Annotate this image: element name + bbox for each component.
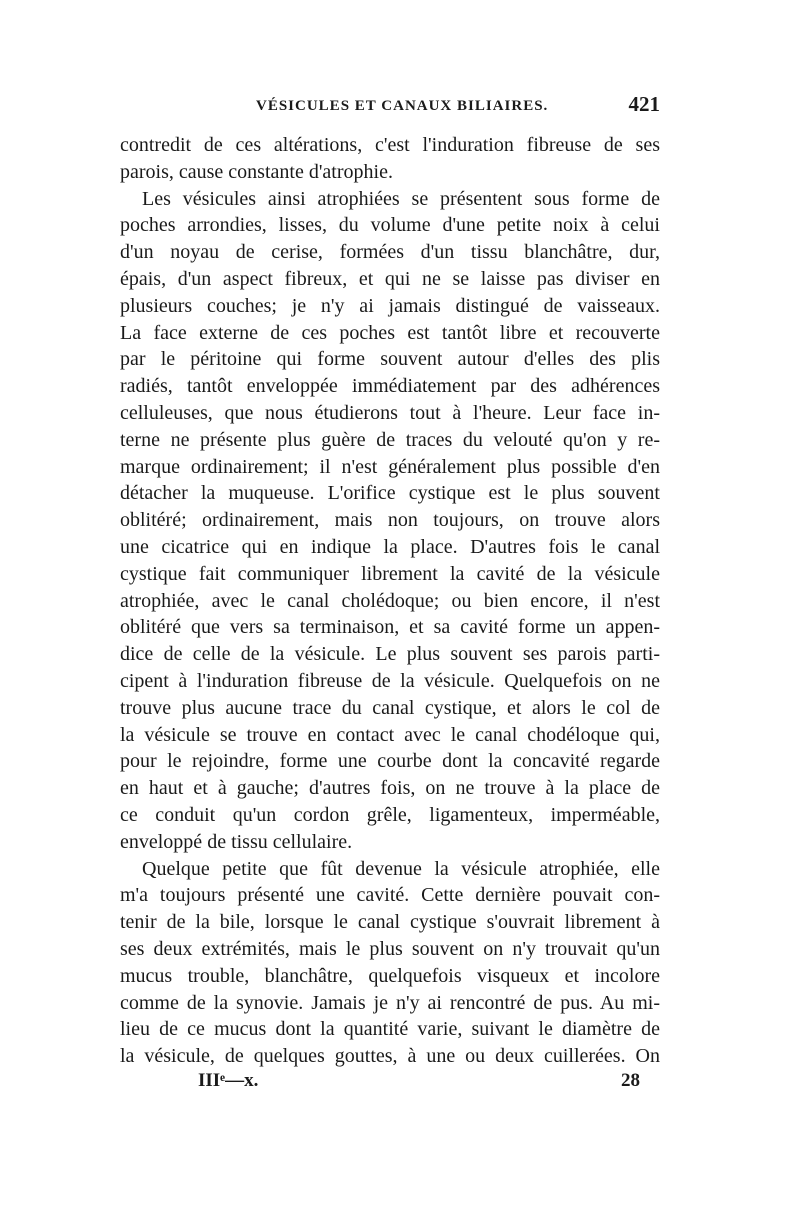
text-line: mucus trouble, blanchâtre, quelquefois visqueux et incolore	[120, 964, 660, 987]
text-line: ses deux extrémités, mais le plus souvent on n'y trouvait qu'un	[120, 937, 660, 960]
text-line: plusieurs couches; je n'y ai jamais distingué de vaisseaux.	[120, 294, 660, 317]
signature-mark: IIIᵉ—x.	[198, 1070, 259, 1091]
text-line: contredit de ces altérations, c'est l'induration fibreuse de ses	[120, 134, 660, 156]
text-line: m'a toujours présenté une cavité. Cette dernière pouvait con-	[120, 884, 660, 907]
text-line: Quelque petite que fût devenue la vésicule atrophiée, elle	[142, 857, 660, 880]
text-line: par le péritoine qui forme souvent autour d'elles des plis	[120, 348, 660, 371]
text-line: la vésicule se trouve en contact avec le canal chodéloque qui,	[120, 723, 660, 746]
text-line: trouve plus aucune trace du canal cystique, et alors le col de	[120, 696, 660, 719]
page-number: 421	[628, 92, 660, 116]
text-line: cipent à l'induration fibreuse de la vésicule. Quelquefois on ne	[120, 669, 660, 692]
text-line: enveloppé de tissu cellulaire.	[120, 830, 353, 853]
text-line: détacher la muqueuse. L'orifice cystique est le plus souvent	[120, 482, 660, 505]
text-line: Les vésicules ainsi atrophiées se présentent sous forme de	[142, 187, 660, 210]
text-line: lieu de ce mucus dont la quantité varie, suivant le diamètre de	[120, 1018, 660, 1041]
running-head	[120, 92, 660, 128]
body-text	[120, 132, 660, 1070]
text-line: tenir de la bile, lorsque le canal cystique s'ouvrait librement à	[120, 911, 660, 934]
text-line: dice de celle de la vésicule. Le plus souvent ses parois parti-	[120, 643, 660, 666]
text-line: ce conduit qu'un cordon grêle, ligamenteux, imperméable,	[120, 803, 660, 826]
text-line: épais, d'un aspect fibreux, et qui ne se laisse pas diviser en	[120, 267, 660, 290]
page-footer	[120, 1070, 660, 1100]
text-line: d'un noyau de cerise, formées d'un tissu blanchâtre, dur,	[120, 241, 660, 264]
text-line: pour le rejoindre, forme une courbe dont la concavité regarde	[120, 750, 660, 773]
text-line: en haut et à gauche; d'autres fois, on ne trouve à la place de	[120, 777, 660, 800]
text-line: oblitéré que vers sa terminaison, et sa cavité forme un appen-	[120, 616, 660, 639]
running-title: VÉSICULES ET CANAUX BILIAIRES.	[256, 98, 549, 114]
text-line: oblitéré; ordinairement, mais non toujours, on trouve alors	[120, 509, 660, 532]
text-line: marque ordinairement; il n'est généralement plus possible d'en	[120, 455, 660, 478]
text-line: parois, cause constante d'atrophie.	[120, 160, 393, 183]
text-line: comme de la synovie. Jamais je n'y ai rencontré de pus. Au mi-	[120, 991, 660, 1014]
text-line: poches arrondies, lisses, du volume d'une petite noix à celui	[120, 214, 660, 237]
text-line: celluleuses, que nous étudierons tout à l'heure. Leur face in-	[120, 401, 660, 424]
sheet-number: 28	[621, 1070, 640, 1091]
text-line: cystique fait communiquer librement la cavité de la vésicule	[120, 562, 660, 585]
text-line: une cicatrice qui en indique la place. D'autres fois le canal	[120, 535, 660, 558]
text-line: radiés, tantôt enveloppée immédiatement par des adhérences	[120, 375, 660, 398]
text-line: La face externe de ces poches est tantôt libre et recouverte	[120, 321, 660, 344]
text-line: atrophiée, avec le canal cholédoque; ou bien encore, il n'est	[120, 589, 660, 612]
text-line: la vésicule, de quelques gouttes, à une ou deux cuillerées. On	[120, 1045, 660, 1068]
text-line: terne ne présente plus guère de traces du velouté qu'on y re-	[120, 428, 660, 451]
